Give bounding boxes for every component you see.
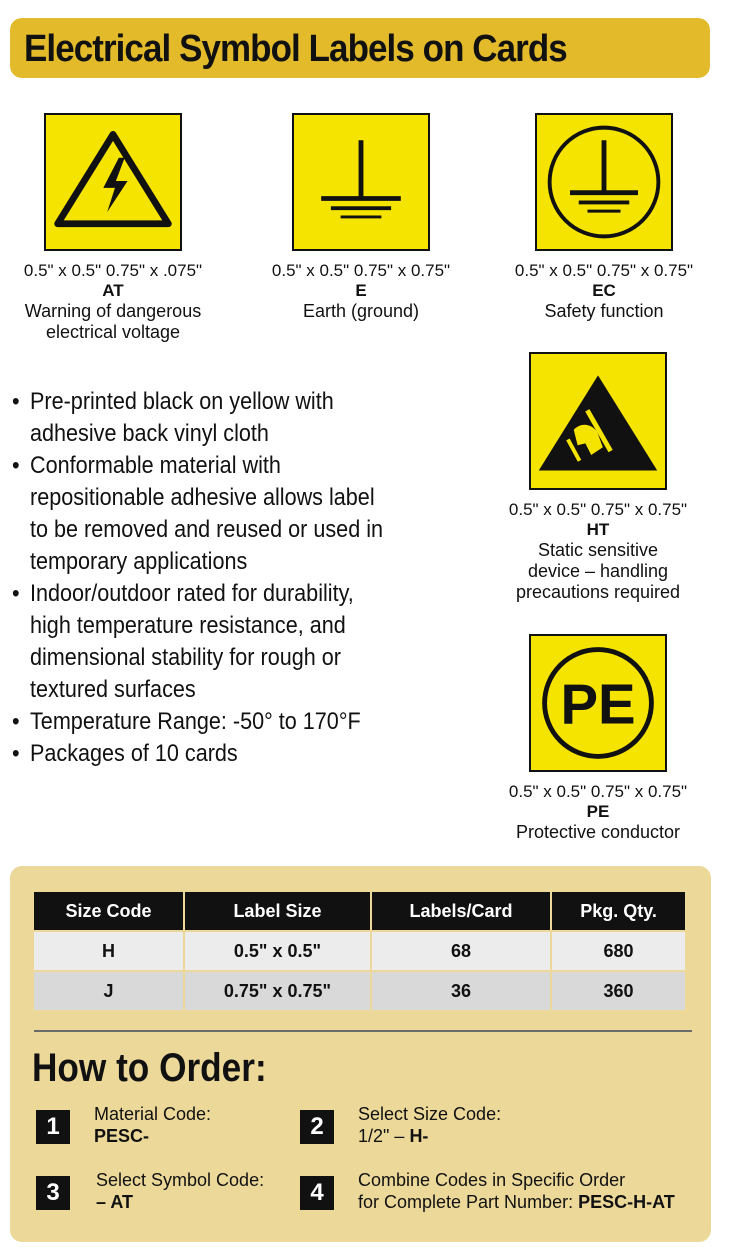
symbol-size: 0.5" x 0.5" 0.75" x 0.75" <box>514 261 694 280</box>
symbol-description: Static sensitive <box>537 540 659 560</box>
step-label: Material Code: <box>94 1104 212 1124</box>
protective-earth-icon <box>535 113 673 251</box>
esd-sensitive-icon <box>529 352 667 490</box>
symbol-code: AT <box>102 281 124 300</box>
table-cell: 680 <box>551 931 686 971</box>
feature-item-cont: adhesive back vinyl cloth <box>30 420 269 447</box>
feature-item-cont: to be removed and reused or used in <box>30 516 384 543</box>
feature-item-cont: dimensional stability for rough or <box>30 644 341 671</box>
table-cell: 360 <box>551 971 686 1011</box>
table-cell: 0.75" x 0.75" <box>184 971 371 1011</box>
symbol-size: 0.5" x 0.5" 0.75" x 0.75" <box>508 500 688 519</box>
step-value: PESC- <box>94 1126 150 1146</box>
feature-item: • Conformable material with <box>12 450 435 482</box>
pe-icon-text: PE <box>560 672 636 736</box>
table-cell: H <box>33 931 184 971</box>
symbol-description: device – handling <box>527 561 669 581</box>
symbol-description: precautions required <box>515 582 681 602</box>
divider <box>34 1030 692 1032</box>
feature-item: • Indoor/outdoor rated for durability, <box>12 578 435 610</box>
pe-circle-icon <box>529 634 667 772</box>
symbol-card-ht <box>478 352 718 603</box>
title-banner <box>10 18 710 78</box>
table-header: Label Size <box>184 891 371 931</box>
symbol-card-at <box>0 113 233 343</box>
symbol-size: 0.5" x 0.5" 0.75" x 0.75" <box>508 782 688 801</box>
feature-item-cont: repositionable adhesive allows label <box>30 484 375 511</box>
symbol-description: Warning of dangerous <box>24 301 202 321</box>
symbol-size: 0.5" x 0.5" 0.75" x 0.75" <box>271 261 451 280</box>
symbol-code: PE <box>586 802 610 821</box>
earth-ground-icon <box>292 113 430 251</box>
ordering-panel <box>10 866 711 1242</box>
step-value: for Complete Part Number: PESC-H-AT <box>358 1192 675 1212</box>
feature-item: • Pre-printed black on yellow with <box>12 386 435 418</box>
feature-item-cont: high temperature resistance, and <box>30 612 346 639</box>
feature-item: • Packages of 10 cards <box>12 738 435 770</box>
table-cell: J <box>33 971 184 1011</box>
table-row <box>33 971 686 1011</box>
symbol-card-ec <box>484 113 724 322</box>
symbol-size: 0.5" x 0.5" 0.75" x .075" <box>23 261 203 280</box>
symbol-description: Earth (ground) <box>302 301 420 321</box>
step-value: 1/2" – H- <box>358 1126 429 1146</box>
table-cell: 0.5" x 0.5" <box>184 931 371 971</box>
symbol-code: EC <box>592 281 616 300</box>
symbol-code: HT <box>586 520 610 539</box>
table-header: Size Code <box>33 891 184 931</box>
table-header: Labels/Card <box>371 891 551 931</box>
feature-item-cont: temporary applications <box>30 548 248 575</box>
high-voltage-warning-icon <box>44 113 182 251</box>
page-title: Electrical Symbol Labels on Cards <box>24 28 567 70</box>
table-cell: 36 <box>371 971 551 1011</box>
feature-item: • Temperature Range: -50° to 170°F <box>12 706 435 738</box>
symbol-description: Protective conductor <box>515 822 681 842</box>
order-heading: How to Order: <box>32 1046 267 1090</box>
symbol-code: E <box>355 281 367 300</box>
table-header-row <box>33 891 686 931</box>
step-label: Combine Codes in Specific Order <box>358 1170 626 1190</box>
step-number: 3 <box>36 1176 70 1210</box>
table-cell: 68 <box>371 931 551 971</box>
symbol-description: electrical voltage <box>45 322 181 342</box>
step-number: 4 <box>300 1176 334 1210</box>
feature-item-cont: textured surfaces <box>30 676 196 703</box>
step-label: Select Symbol Code: <box>96 1170 265 1190</box>
table-row <box>33 931 686 971</box>
symbol-card-e <box>241 113 481 322</box>
feature-list <box>12 386 432 770</box>
table-header: Pkg. Qty. <box>551 891 686 931</box>
step-value: – AT <box>96 1192 134 1212</box>
step-label: Select Size Code: <box>358 1104 502 1124</box>
symbol-card-pe <box>478 634 718 843</box>
symbol-description: Safety function <box>544 301 664 321</box>
step-number: 2 <box>300 1110 334 1144</box>
step-number: 1 <box>36 1110 70 1144</box>
size-table <box>32 890 687 1012</box>
